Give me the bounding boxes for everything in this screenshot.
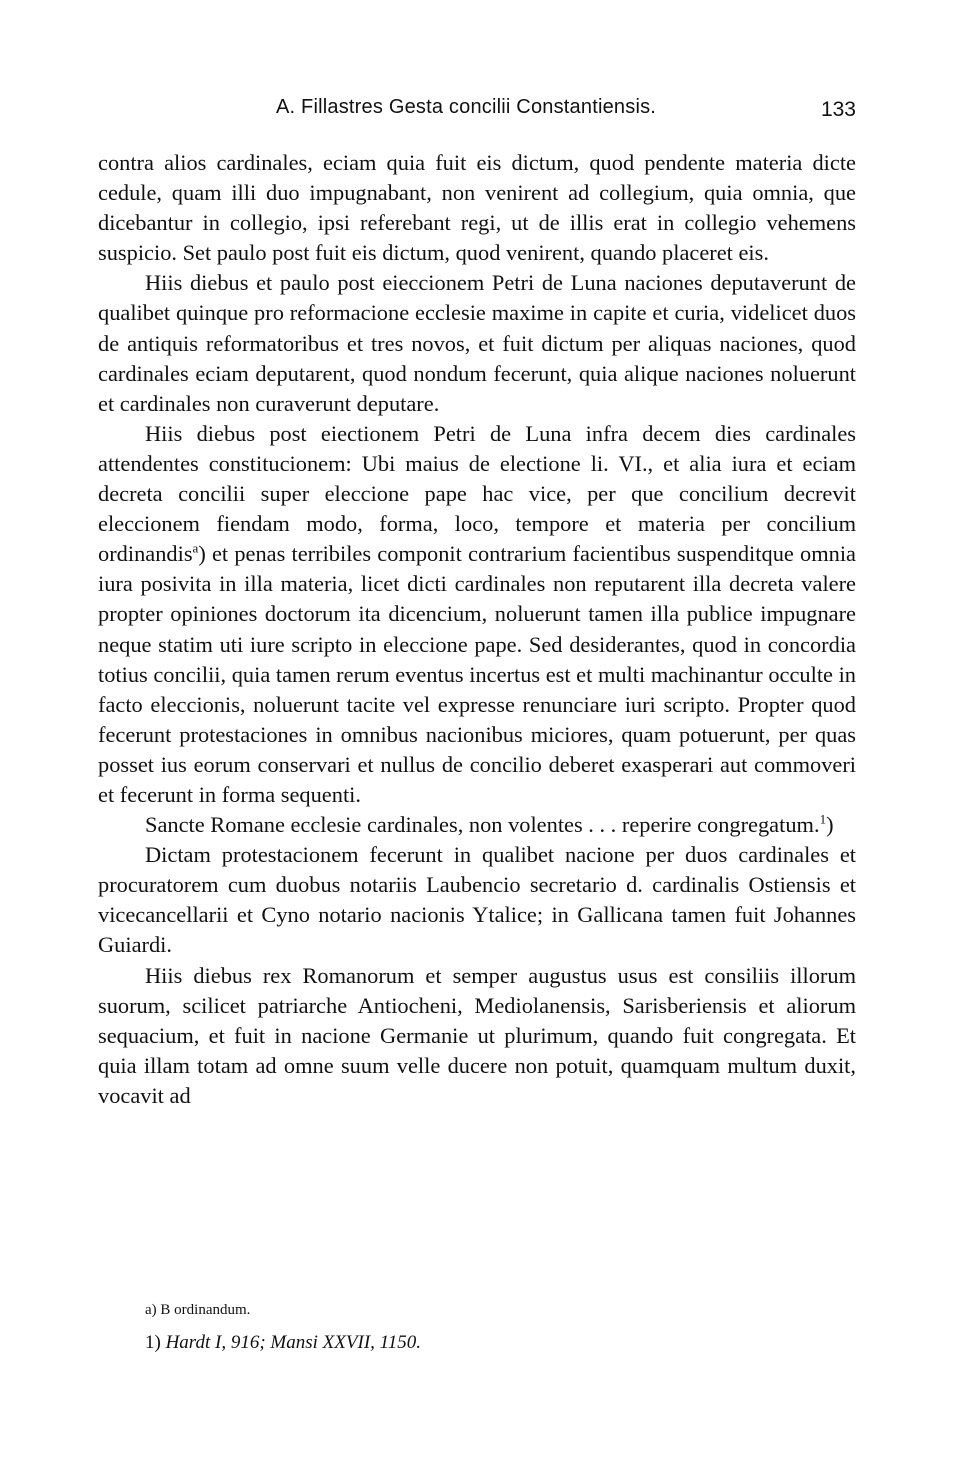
page-number: 133 [820, 98, 856, 121]
footnote-a [145, 1302, 421, 1332]
paragraph-3-text-b: ) et penas terribiles componit contrarium facientibus suspenditque omnia iura posivita in illa materia, licet dicti cardinales non reputarent illa decreta valere propter opiniones doctorum ita dicencium, noluerunt tamen illa publice impugnare neque statim uti iure scripto in eleccione pape. Sed desiderantes, quod in concordia totius concilii, quia tamen rerum eventus incertus est et multi machinantur occulte in facto eleccionis, noluerunt tacite vel expresse renunciare iuri scripto. Propter quod fecerunt protestaciones in omnibus nacionibus miciores, quam potuerunt, per quas posset ius eorum conservari et nullus de concilio deberet exasperari aut commoveri et fecerunt in forma sequenti. [98, 541, 856, 807]
running-title: A. Fillastres Gesta concilii Constantiensis. [276, 96, 657, 118]
running-header [98, 96, 856, 132]
paragraph-5: Dictam protestacionem fecerunt in qualibet nacione per duos cardinales et procuratorem cum duobus notariis Laubencio secretario d. cardinalis Ostiensis et vicecancellarii et Cyno notario nacionis Ytalice; in Gallicana tamen fuit Johannes Guiardi. [98, 842, 856, 958]
footnote-a-mark: a) [145, 1302, 157, 1318]
footnote-a-text: B ordinandum. [160, 1302, 251, 1318]
paragraph-2: Hiis diebus et paulo post eieccionem Petri de Luna naciones deputaverunt de qualibet quinque pro reformacione ecclesie maxime in capite et curia, videlicet duos de antiquis reformatoribus et tres novos, et fuit dictum per aliquas naciones, quod cardinales eciam deputarent, quod nondum fecerunt, quia alique naciones noluerunt et cardinales non curaverunt deputare. [98, 270, 856, 416]
paragraph-1: contra alios cardinales, eciam quia fuit eis dictum, quod pendente materia dicte cedule, quam illi duo impugnabant, non venirent ad collegium, quia omnia, que dicebantur in collegio, ipsi referebant regi, ut de illis erat in collegio vehemens suspicio. Set paulo post fuit eis dictum, quod venirent, quando placeret eis. [98, 150, 856, 266]
page [98, 96, 856, 1111]
paragraph-4-text: Sancte Romane ecclesie cardinales, non volentes . . . reperire congregatum. [145, 812, 820, 838]
footnote-ref-1[interactable]: 1 [819, 811, 827, 827]
paragraph-6: Hiis diebus rex Romanorum et semper augustus usus est consiliis illorum suorum, scilicet patriarche Antiocheni, Mediolanensis, Sarisberiensis et aliorum sequacium, et fuit in nacione Germanie ut plurimum, quando fuit congregata. Et quia illam totam ad omne suum velle ducere non potuit, quamquam multum duxit, vocavit ad [98, 962, 856, 1108]
footnote-1-text: Hardt I, 916; Mansi XXVII, 1150. [165, 1332, 421, 1353]
paragraph-3-text-a: Hiis diebus post eiectionem Petri de Luna infra decem dies cardinales attendentes constitucionem: Ubi maius de electione li. VI., et alia iura et eciam decreta concilii super eleccione pape hac vice, per que concilium decrevit eleccionem fiendam modo, forma, loco, tempore et materia per concilium ordinandis [98, 420, 856, 567]
footnotes [145, 1302, 421, 1354]
body-text [98, 148, 856, 1111]
paragraph-4 [98, 810, 856, 840]
paragraph-4-close: ) [826, 812, 834, 838]
footnote-1 [145, 1332, 421, 1354]
footnote-ref-a[interactable]: a [192, 540, 199, 556]
paragraph-3 [98, 419, 856, 810]
footnote-1-mark: 1) [145, 1332, 161, 1353]
